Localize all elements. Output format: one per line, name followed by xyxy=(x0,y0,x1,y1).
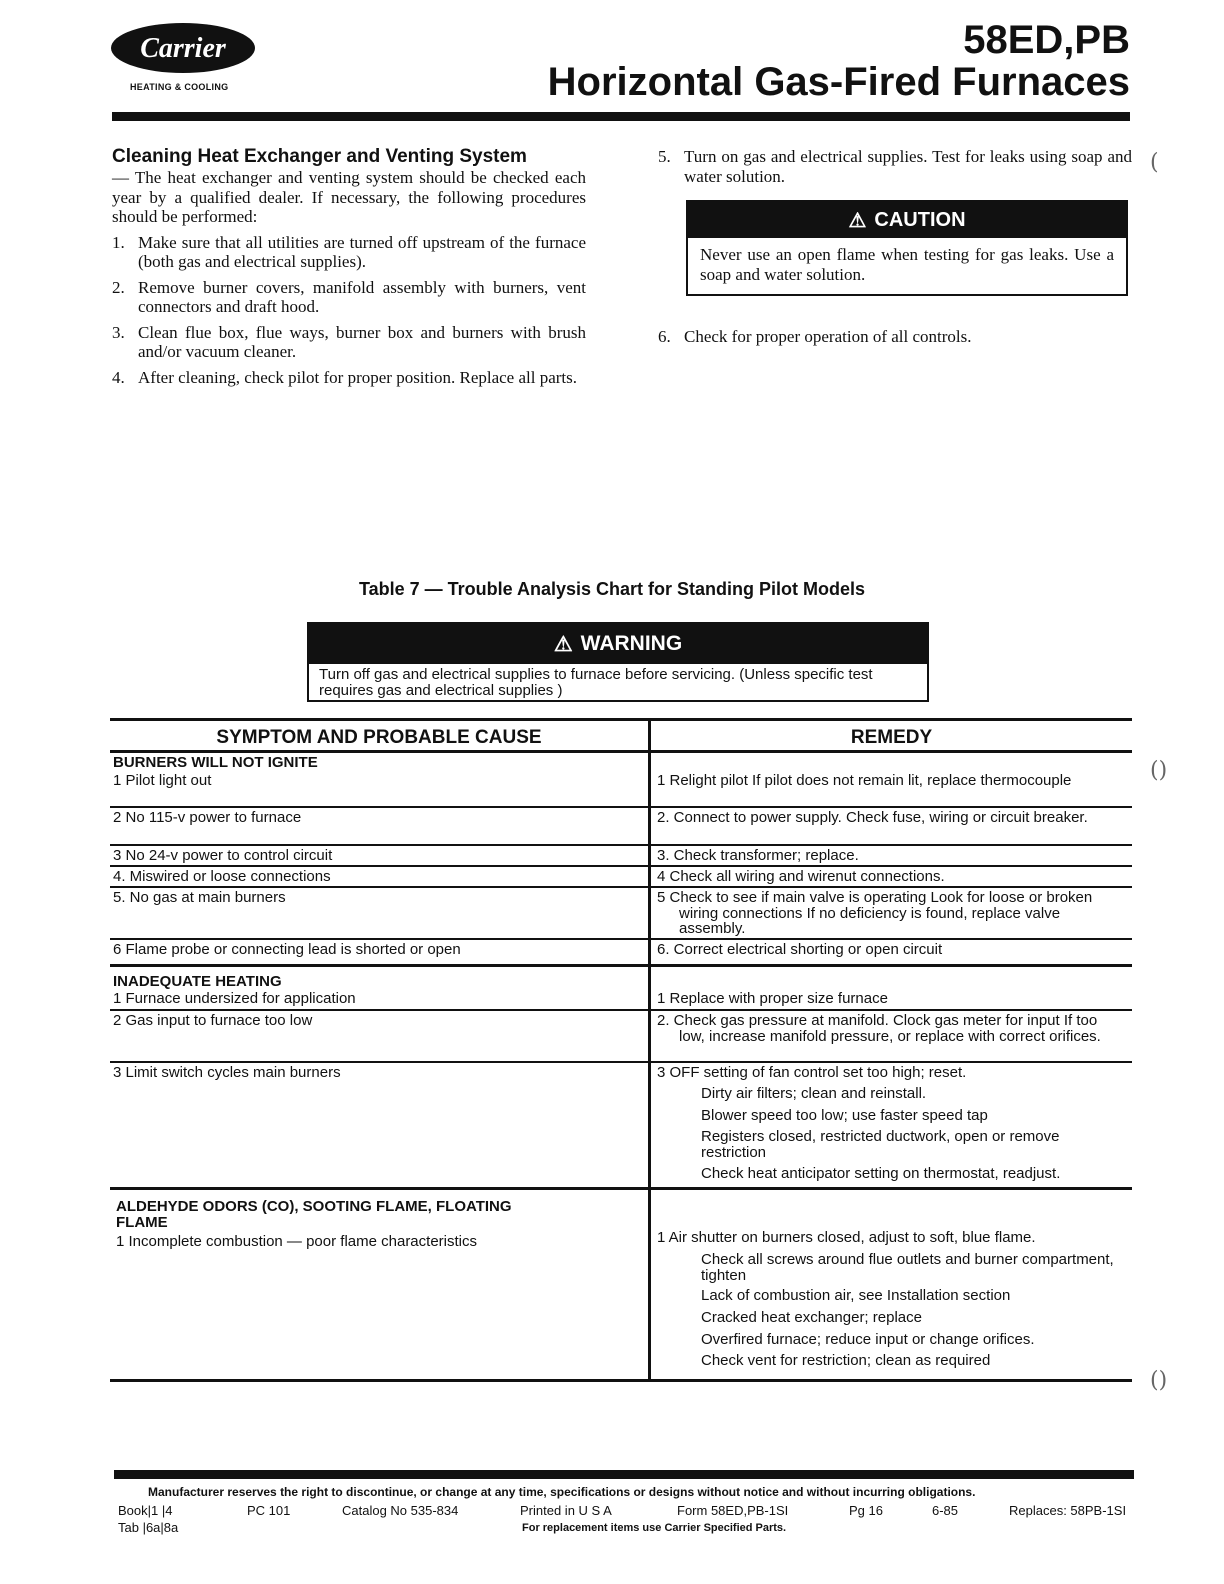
header-rule xyxy=(110,750,1132,753)
warning-triangle-icon: ⚠ xyxy=(553,632,573,656)
section-intro: — The heat exchanger and venting system should be checked each year by a qualified dealer. If necessary, the following procedures should be performed: xyxy=(112,168,586,226)
cause-cell: 5. No gas at main burners xyxy=(113,889,286,906)
row-rule xyxy=(110,806,1132,808)
binder-mark: () xyxy=(1150,758,1168,783)
remedy-cell: 2. Check gas pressure at manifold. Clock gas meter for input If too low, increase manifold pressure, or replace with correct orifices. xyxy=(657,1012,1101,1045)
cause-cell: 4. Miswired or loose connections xyxy=(113,868,331,885)
remedy-cell: Overfired furnace; reduce input or change orifices. xyxy=(701,1331,1035,1348)
section-heading: Cleaning Heat Exchanger and Venting System xyxy=(112,146,527,167)
binder-mark: ( xyxy=(1150,150,1159,175)
warning-box xyxy=(307,622,929,702)
cleaning-steps xyxy=(112,233,586,388)
warning-header xyxy=(309,624,927,664)
remedy-cell: Cracked heat exchanger; replace xyxy=(701,1309,922,1326)
caution-header xyxy=(688,202,1126,238)
footer-printed: Printed in U S A xyxy=(520,1503,612,1518)
remedy-cell: 3 OFF setting of fan control set too high; reset. xyxy=(657,1064,967,1081)
group-rule xyxy=(110,1187,1132,1190)
footer-pc: PC 101 xyxy=(247,1503,291,1518)
logo-tagline: HEATING & COOLING xyxy=(130,82,229,92)
remedy-cell: Check all screws around flue outlets and burner compartment, tighten xyxy=(701,1251,1114,1284)
step-1: 1. Make sure that all utilities are turned off upstream of the furnace (both gas and electrical supplies). xyxy=(112,232,586,271)
footer-form: Form 58ED,PB-1SI xyxy=(677,1503,789,1518)
cause-cell: 6 Flame probe or connecting lead is shorted or open xyxy=(113,941,461,958)
step-5: 5. Turn on gas and electrical supplies. Test for leaks using soap and water solution. xyxy=(658,147,1132,186)
footer-rule xyxy=(114,1470,1134,1479)
remedy-cell: Lack of combustion air, see Installation section xyxy=(701,1287,1011,1304)
group-rule xyxy=(110,964,1132,967)
remedy-cell: 1 Replace with proper size furnace xyxy=(657,990,888,1007)
row-rule xyxy=(110,1061,1132,1063)
remedy-cell: Registers closed, restricted ductwork, open or remove restriction xyxy=(701,1128,1060,1161)
cause-cell: 2 Gas input to furnace too low xyxy=(113,1012,313,1029)
cause-cell: 3 No 24-v power to control circuit xyxy=(113,847,333,864)
caution-box xyxy=(686,200,1128,296)
step-3: 3. Clean flue box, flue ways, burner box and burners with brush and/or vacuum cleaner. xyxy=(112,322,586,361)
column-divider xyxy=(648,718,651,1382)
remedy-cell: Check heat anticipator setting on thermostat, readjust. xyxy=(701,1165,1061,1182)
remedy-cell: 4 Check all wiring and wirenut connections. xyxy=(657,868,945,885)
step-6: 6. Check for proper operation of all controls. xyxy=(658,327,972,346)
document-title: Horizontal Gas-Fired Furnaces xyxy=(547,60,1130,104)
group-heading: ALDEHYDE ODORS (CO), SOOTING FLAME, FLOATING FLAME xyxy=(116,1198,512,1231)
remedy-cell: 3. Check transformer; replace. xyxy=(657,847,859,864)
remedy-cell: 2. Connect to power supply. Check fuse, wiring or circuit breaker. xyxy=(657,809,1088,826)
footer-replaces: Replaces: 58PB-1SI xyxy=(1009,1503,1127,1518)
cause-cell: 1 Furnace undersized for application xyxy=(113,990,356,1007)
group-heading: INADEQUATE HEATING xyxy=(113,973,282,990)
footer-replacement-note: For replacement items use Carrier Specified Parts. xyxy=(522,1522,787,1534)
row-rule xyxy=(110,938,1132,940)
remedy-cell: Dirty air filters; clean and reinstall. xyxy=(701,1085,927,1102)
cleaning-section xyxy=(112,146,586,393)
table-title: Table 7 — Trouble Analysis Chart for Standing Pilot Models xyxy=(358,579,866,599)
logo-text: Carrier xyxy=(140,33,226,64)
step-4: 4. After cleaning, check pilot for proper position. Replace all parts. xyxy=(112,367,578,387)
footer-page: Pg 16 xyxy=(849,1503,883,1518)
caution-label: CAUTION xyxy=(874,208,966,231)
remedy-cell: 6. Correct electrical shorting or open circuit xyxy=(657,941,943,958)
cause-cell: 1 Incomplete combustion — poor flame characteristics xyxy=(116,1233,477,1250)
cause-cell: 3 Limit switch cycles main burners xyxy=(113,1064,341,1081)
remedy-cell: Check vent for restriction; clean as required xyxy=(701,1352,991,1369)
header-rule xyxy=(112,112,1130,121)
footer-date: 6-85 xyxy=(932,1503,959,1518)
remedy-cell: 1 Relight pilot If pilot does not remain lit, replace thermocouple xyxy=(657,772,1072,789)
row-rule xyxy=(110,865,1132,867)
remedy-cell: 5 Check to see if main valve is operating Look for loose or broken wiring connections If no deficiency is found, replace valve assembly. xyxy=(657,889,1093,937)
carrier-logo-oval xyxy=(110,22,256,74)
table-bottom-rule xyxy=(110,1379,1132,1382)
col-symptom-header: SYMPTOM AND PROBABLE CAUSE xyxy=(216,727,542,748)
footer-notice: Manufacturer reserves the right to discontinue, or change at any time, specifications or designs without notice and without incurring obligations. xyxy=(148,1485,976,1499)
warning-triangle-icon: ⚠ xyxy=(848,209,867,232)
carrier-logo xyxy=(110,22,256,74)
footer-book: Book|1 |4 xyxy=(118,1503,173,1518)
warning-text: Turn off gas and electrical supplies to furnace before servicing. (Unless specific test requires gas and electrical supplies ) xyxy=(319,666,873,699)
step-2: 2. Remove burner covers, manifold assembly with burners, vent connectors and draft hood. xyxy=(112,277,586,316)
table-top-rule xyxy=(110,718,1132,721)
row-rule xyxy=(110,886,1132,888)
binder-mark: () xyxy=(1150,1368,1168,1393)
model-number: 58ED,PB xyxy=(963,18,1130,62)
caution-text: Never use an open flame when testing for gas leaks. Use a soap and water solution. xyxy=(700,245,1114,284)
row-rule xyxy=(110,844,1132,846)
remedy-cell: Blower speed too low; use faster speed tap xyxy=(701,1107,988,1124)
group-heading: BURNERS WILL NOT IGNITE xyxy=(113,754,318,771)
cause-cell: 1 Pilot light out xyxy=(113,772,212,789)
remedy-cell: 1 Air shutter on burners closed, adjust to soft, blue flame. xyxy=(657,1229,1036,1246)
cause-cell: 2 No 115-v power to furnace xyxy=(113,809,302,826)
trouble-analysis-table xyxy=(110,718,1132,1382)
footer-catalog: Catalog No 535-834 xyxy=(342,1503,459,1518)
footer-tab: Tab |6a|8a xyxy=(118,1520,179,1535)
warning-label: WARNING xyxy=(580,632,683,655)
row-rule xyxy=(110,1009,1132,1011)
col-remedy-header: REMEDY xyxy=(850,727,933,748)
